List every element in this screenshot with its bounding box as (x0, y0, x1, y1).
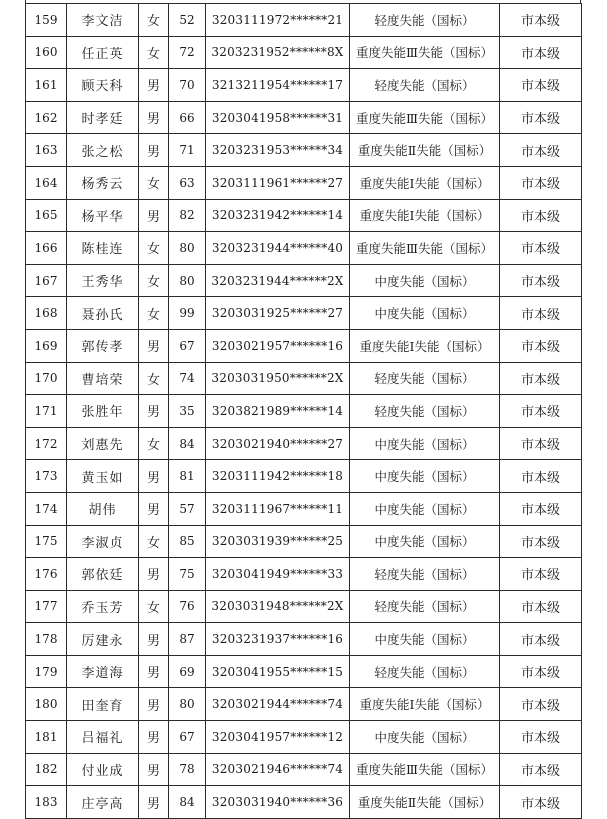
disability-level-cell: 重度失能Ⅰ失能（国标） (350, 329, 500, 362)
table-row (26, 786, 582, 819)
table-row (26, 460, 582, 493)
disability-level-cell: 中度失能（国标） (350, 297, 500, 330)
table-row (26, 688, 582, 721)
name-cell: 陈桂连 (67, 232, 139, 265)
table-row (26, 329, 582, 362)
name-cell: 任正英 (67, 36, 139, 69)
row-number-cell: 180 (26, 688, 67, 721)
disability-level-cell: 轻度失能（国标） (350, 655, 500, 688)
id-number-cell: 3203231937******16 (206, 623, 350, 656)
row-number-cell: 169 (26, 329, 67, 362)
gender-cell: 女 (139, 36, 169, 69)
id-number-cell: 3203231944******2X (206, 264, 350, 297)
id-number-cell: 3203021957******16 (206, 329, 350, 362)
name-cell: 付业成 (67, 753, 139, 786)
age-cell: 80 (169, 688, 206, 721)
row-number-cell: 175 (26, 525, 67, 558)
row-number-cell: 171 (26, 395, 67, 428)
unit-cell: 市本级 (500, 427, 582, 460)
gender-cell: 女 (139, 297, 169, 330)
name-cell: 张之松 (67, 134, 139, 167)
disability-level-cell: 中度失能（国标） (350, 492, 500, 525)
unit-cell: 市本级 (500, 264, 582, 297)
age-cell: 69 (169, 655, 206, 688)
disability-level-cell: 中度失能（国标） (350, 264, 500, 297)
name-cell: 郭传孝 (67, 329, 139, 362)
unit-cell: 市本级 (500, 395, 582, 428)
id-number-cell: 3203041957******12 (206, 721, 350, 754)
row-number-cell: 173 (26, 460, 67, 493)
row-number-cell: 177 (26, 590, 67, 623)
id-number-cell: 3203231952******8X (206, 36, 350, 69)
disability-list-table-container (25, 3, 581, 819)
unit-cell: 市本级 (500, 362, 582, 395)
age-cell: 72 (169, 36, 206, 69)
unit-cell: 市本级 (500, 329, 582, 362)
disability-list-table (25, 3, 582, 819)
name-cell: 杨平华 (67, 199, 139, 232)
unit-cell: 市本级 (500, 721, 582, 754)
age-cell: 35 (169, 395, 206, 428)
table-row (26, 166, 582, 199)
gender-cell: 男 (139, 688, 169, 721)
table-row (26, 558, 582, 591)
row-number-cell: 170 (26, 362, 67, 395)
row-number-cell: 168 (26, 297, 67, 330)
id-number-cell: 3203111961******27 (206, 166, 350, 199)
disability-level-cell: 重度失能Ⅱ失能（国标） (350, 786, 500, 819)
unit-cell: 市本级 (500, 232, 582, 265)
gender-cell: 女 (139, 590, 169, 623)
row-number-cell: 164 (26, 166, 67, 199)
name-cell: 郭依廷 (67, 558, 139, 591)
name-cell: 王秀华 (67, 264, 139, 297)
gender-cell: 男 (139, 69, 169, 102)
age-cell: 76 (169, 590, 206, 623)
row-number-cell: 176 (26, 558, 67, 591)
gender-cell: 男 (139, 134, 169, 167)
age-cell: 84 (169, 427, 206, 460)
row-number-cell: 182 (26, 753, 67, 786)
disability-level-cell: 中度失能（国标） (350, 460, 500, 493)
disability-level-cell: 中度失能（国标） (350, 721, 500, 754)
name-cell: 庄亭高 (67, 786, 139, 819)
age-cell: 82 (169, 199, 206, 232)
table-row (26, 525, 582, 558)
name-cell: 厉建永 (67, 623, 139, 656)
id-number-cell: 3203031948******2X (206, 590, 350, 623)
unit-cell: 市本级 (500, 655, 582, 688)
name-cell: 吕福礼 (67, 721, 139, 754)
unit-cell: 市本级 (500, 460, 582, 493)
id-number-cell: 3203041958******31 (206, 101, 350, 134)
gender-cell: 男 (139, 753, 169, 786)
name-cell: 曹培荣 (67, 362, 139, 395)
id-number-cell: 3203041955******15 (206, 655, 350, 688)
age-cell: 85 (169, 525, 206, 558)
unit-cell: 市本级 (500, 525, 582, 558)
table-row (26, 721, 582, 754)
table-row (26, 590, 582, 623)
gender-cell: 男 (139, 329, 169, 362)
table-row (26, 101, 582, 134)
id-number-cell: 3203031940******36 (206, 786, 350, 819)
row-number-cell: 161 (26, 69, 67, 102)
table-row (26, 753, 582, 786)
name-cell: 刘惠先 (67, 427, 139, 460)
disability-level-cell: 轻度失能（国标） (350, 395, 500, 428)
row-number-cell: 167 (26, 264, 67, 297)
gender-cell: 男 (139, 492, 169, 525)
table-row (26, 623, 582, 656)
age-cell: 75 (169, 558, 206, 591)
unit-cell: 市本级 (500, 199, 582, 232)
disability-level-cell: 重度失能Ⅰ失能（国标） (350, 199, 500, 232)
disability-level-cell: 重度失能Ⅲ失能（国标） (350, 101, 500, 134)
disability-level-cell: 轻度失能（国标） (350, 69, 500, 102)
unit-cell: 市本级 (500, 166, 582, 199)
name-cell: 胡伟 (67, 492, 139, 525)
age-cell: 80 (169, 264, 206, 297)
row-number-cell: 181 (26, 721, 67, 754)
disability-level-cell: 重度失能Ⅲ失能（国标） (350, 232, 500, 265)
gender-cell: 男 (139, 199, 169, 232)
gender-cell: 女 (139, 4, 169, 37)
id-number-cell: 3203021946******74 (206, 753, 350, 786)
row-number-cell: 183 (26, 786, 67, 819)
unit-cell: 市本级 (500, 36, 582, 69)
id-number-cell: 3203111942******18 (206, 460, 350, 493)
name-cell: 聂孙氏 (67, 297, 139, 330)
name-cell: 杨秀云 (67, 166, 139, 199)
table-row (26, 427, 582, 460)
age-cell: 80 (169, 232, 206, 265)
table-body (26, 4, 582, 819)
age-cell: 87 (169, 623, 206, 656)
row-number-cell: 162 (26, 101, 67, 134)
disability-level-cell: 轻度失能（国标） (350, 590, 500, 623)
age-cell: 84 (169, 786, 206, 819)
name-cell: 黄玉如 (67, 460, 139, 493)
unit-cell: 市本级 (500, 134, 582, 167)
age-cell: 57 (169, 492, 206, 525)
age-cell: 71 (169, 134, 206, 167)
unit-cell: 市本级 (500, 101, 582, 134)
name-cell: 田奎育 (67, 688, 139, 721)
gender-cell: 女 (139, 166, 169, 199)
disability-level-cell: 重度失能Ⅰ失能（国标） (350, 688, 500, 721)
unit-cell: 市本级 (500, 558, 582, 591)
table-row (26, 4, 582, 37)
table-row (26, 69, 582, 102)
age-cell: 66 (169, 101, 206, 134)
unit-cell: 市本级 (500, 753, 582, 786)
row-number-cell: 166 (26, 232, 67, 265)
gender-cell: 女 (139, 264, 169, 297)
table-row (26, 199, 582, 232)
unit-cell: 市本级 (500, 786, 582, 819)
disability-level-cell: 重度失能Ⅲ失能（国标） (350, 36, 500, 69)
name-cell: 顾天科 (67, 69, 139, 102)
age-cell: 67 (169, 329, 206, 362)
disability-level-cell: 中度失能（国标） (350, 525, 500, 558)
disability-level-cell: 轻度失能（国标） (350, 558, 500, 591)
gender-cell: 女 (139, 232, 169, 265)
age-cell: 63 (169, 166, 206, 199)
table-row (26, 492, 582, 525)
unit-cell: 市本级 (500, 688, 582, 721)
id-number-cell: 3203231953******34 (206, 134, 350, 167)
name-cell: 乔玉芳 (67, 590, 139, 623)
age-cell: 70 (169, 69, 206, 102)
age-cell: 99 (169, 297, 206, 330)
id-number-cell: 3213211954******17 (206, 69, 350, 102)
row-number-cell: 165 (26, 199, 67, 232)
table-row (26, 655, 582, 688)
table-row (26, 232, 582, 265)
id-number-cell: 3203111967******11 (206, 492, 350, 525)
gender-cell: 男 (139, 395, 169, 428)
row-number-cell: 178 (26, 623, 67, 656)
disability-level-cell: 中度失能（国标） (350, 623, 500, 656)
table-row (26, 264, 582, 297)
id-number-cell: 3203231944******40 (206, 232, 350, 265)
id-number-cell: 3203031925******27 (206, 297, 350, 330)
unit-cell: 市本级 (500, 297, 582, 330)
row-number-cell: 160 (26, 36, 67, 69)
row-number-cell: 174 (26, 492, 67, 525)
table-row (26, 36, 582, 69)
name-cell: 李文洁 (67, 4, 139, 37)
disability-level-cell: 中度失能（国标） (350, 427, 500, 460)
age-cell: 74 (169, 362, 206, 395)
gender-cell: 男 (139, 655, 169, 688)
gender-cell: 男 (139, 101, 169, 134)
name-cell: 时孝廷 (67, 101, 139, 134)
table-row (26, 362, 582, 395)
table-row (26, 297, 582, 330)
row-number-cell: 172 (26, 427, 67, 460)
row-number-cell: 163 (26, 134, 67, 167)
table-row (26, 395, 582, 428)
age-cell: 81 (169, 460, 206, 493)
age-cell: 52 (169, 4, 206, 37)
gender-cell: 男 (139, 786, 169, 819)
age-cell: 78 (169, 753, 206, 786)
id-number-cell: 3203231942******14 (206, 199, 350, 232)
id-number-cell: 3203041949******33 (206, 558, 350, 591)
disability-level-cell: 轻度失能（国标） (350, 4, 500, 37)
gender-cell: 男 (139, 721, 169, 754)
name-cell: 李淑贞 (67, 525, 139, 558)
disability-level-cell: 重度失能Ⅰ失能（国标） (350, 166, 500, 199)
gender-cell: 男 (139, 623, 169, 656)
table-row (26, 134, 582, 167)
gender-cell: 女 (139, 427, 169, 460)
disability-level-cell: 重度失能Ⅲ失能（国标） (350, 753, 500, 786)
unit-cell: 市本级 (500, 623, 582, 656)
name-cell: 张胜年 (67, 395, 139, 428)
gender-cell: 男 (139, 558, 169, 591)
id-number-cell: 3203031939******25 (206, 525, 350, 558)
id-number-cell: 3203021940******27 (206, 427, 350, 460)
unit-cell: 市本级 (500, 69, 582, 102)
gender-cell: 女 (139, 525, 169, 558)
id-number-cell: 3203111972******21 (206, 4, 350, 37)
row-number-cell: 159 (26, 4, 67, 37)
disability-level-cell: 轻度失能（国标） (350, 362, 500, 395)
id-number-cell: 3203821989******14 (206, 395, 350, 428)
age-cell: 67 (169, 721, 206, 754)
id-number-cell: 3203031950******2X (206, 362, 350, 395)
unit-cell: 市本级 (500, 590, 582, 623)
gender-cell: 男 (139, 460, 169, 493)
unit-cell: 市本级 (500, 4, 582, 37)
name-cell: 李道海 (67, 655, 139, 688)
unit-cell: 市本级 (500, 492, 582, 525)
id-number-cell: 3203021944******74 (206, 688, 350, 721)
gender-cell: 女 (139, 362, 169, 395)
disability-level-cell: 重度失能Ⅱ失能（国标） (350, 134, 500, 167)
row-number-cell: 179 (26, 655, 67, 688)
